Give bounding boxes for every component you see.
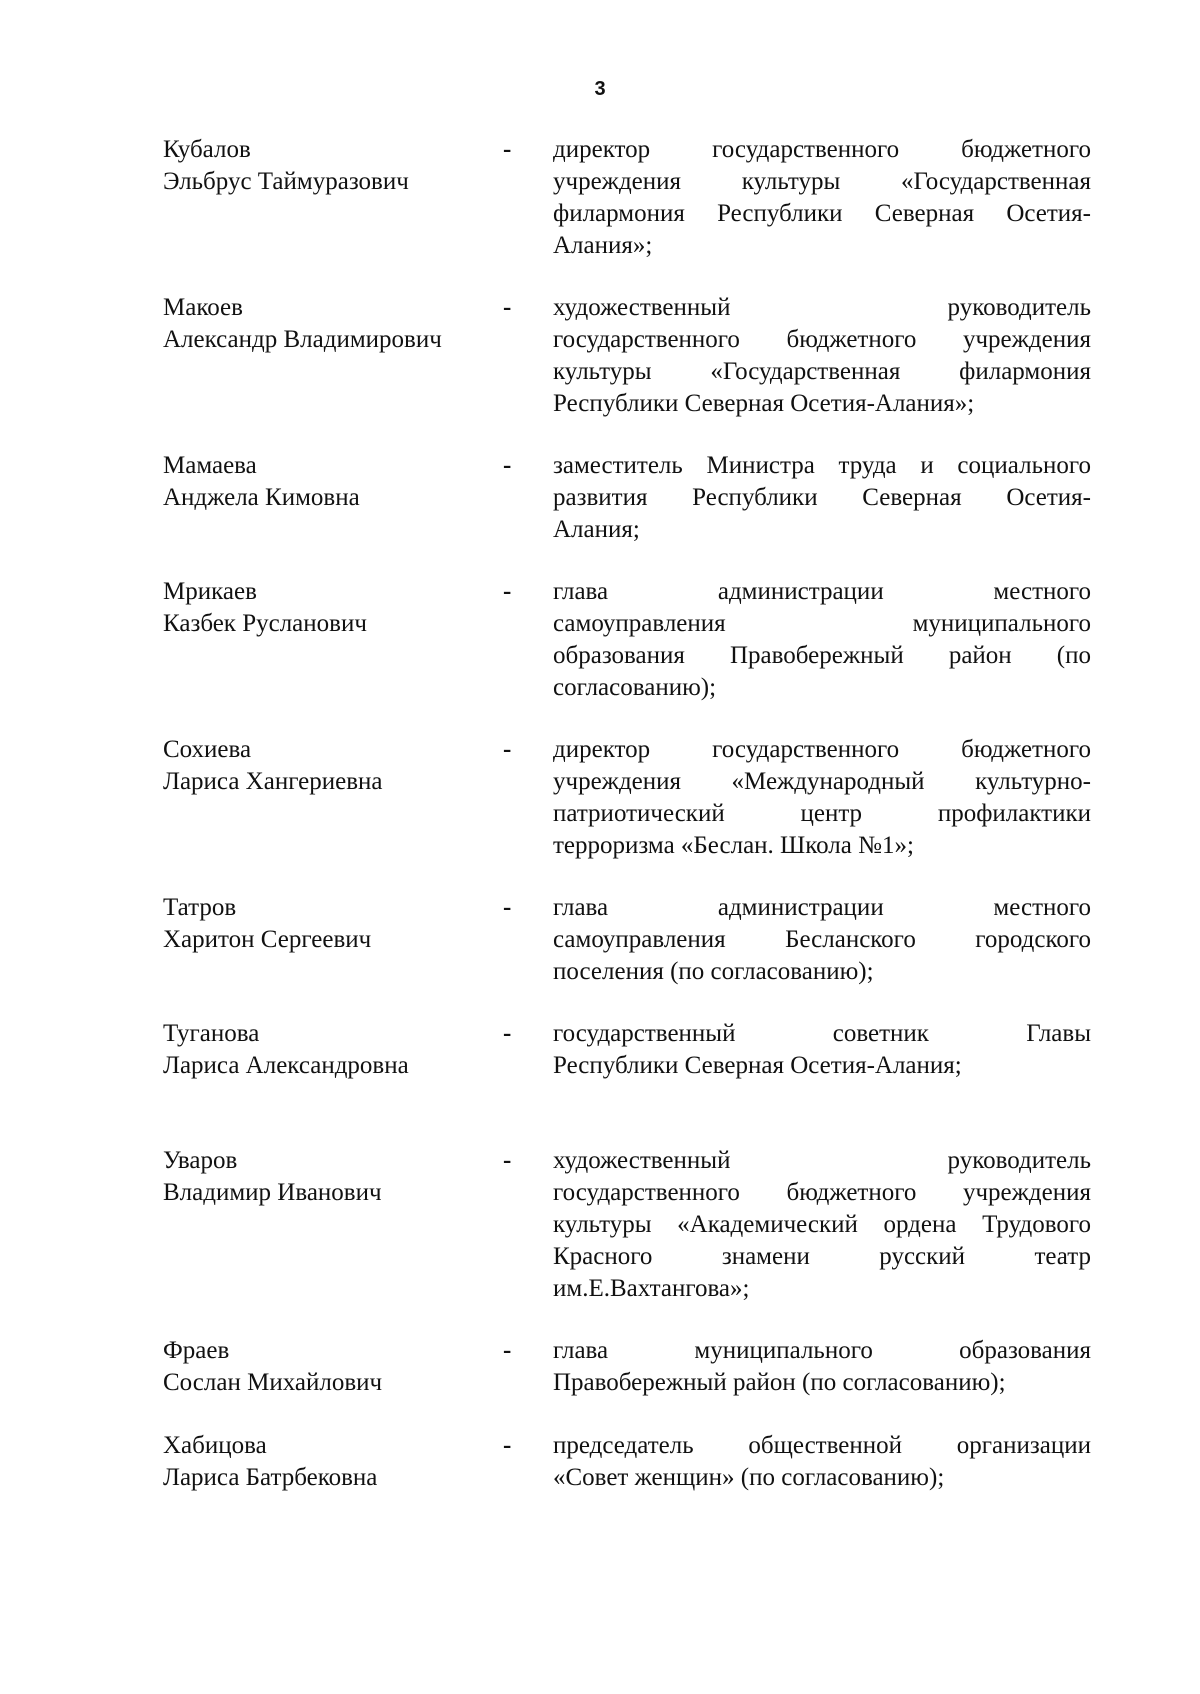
member-surname: Мрикаев: [163, 578, 257, 605]
position-line: им.Е.Вахтангова»;: [553, 1275, 750, 1302]
position-line: поселения (по согласованию);: [553, 958, 874, 985]
separator-dash: -: [503, 894, 512, 921]
member-name: [163, 1335, 503, 1399]
member-position: [553, 734, 1091, 862]
member-position: [553, 1018, 1091, 1082]
member-given-names: Харитон Сергеевич: [163, 926, 372, 953]
separator-dash: -: [503, 294, 512, 321]
member-given-names: Владимир Иванович: [163, 1179, 382, 1206]
member-given-names: Сослан Михайлович: [163, 1369, 383, 1396]
member-name: [163, 1430, 503, 1494]
position-line: учреждения «Международный культурно-: [553, 768, 1091, 795]
member-surname: Кубалов: [163, 136, 251, 163]
member-surname: Фраев: [163, 1337, 230, 1364]
member-name: [163, 134, 503, 198]
member-name: [163, 1145, 503, 1209]
member-position: [553, 892, 1091, 988]
member-position: [553, 1335, 1091, 1399]
member-given-names: Казбек Русланович: [163, 610, 367, 637]
member-given-names: Лариса Александровна: [163, 1052, 409, 1079]
position-line: Республики Северная Осетия-Алания;: [553, 1052, 962, 1079]
member-surname: Туганова: [163, 1020, 260, 1047]
member-given-names: Лариса Хангериевна: [163, 768, 383, 795]
position-line: художественный руководитель: [553, 294, 1091, 321]
separator-dash: -: [503, 1020, 512, 1047]
member-name: [163, 292, 503, 356]
member-surname: Уваров: [163, 1147, 238, 1174]
member-surname: Сохиева: [163, 736, 252, 763]
position-line: развития Республики Северная Осетия-: [553, 484, 1091, 511]
position-line: учреждения культуры «Государственная: [553, 168, 1091, 195]
position-line: председатель общественной организации: [553, 1432, 1091, 1459]
member-surname: Мамаева: [163, 452, 257, 479]
position-line: образования Правобережный район (по: [553, 642, 1091, 669]
member-given-names: Александр Владимирович: [163, 326, 442, 353]
separator-dash: -: [503, 736, 512, 763]
member-position: [553, 576, 1091, 704]
member-position: [553, 134, 1091, 262]
position-line: государственного бюджетного учреждения: [553, 326, 1091, 353]
member-name: [163, 892, 503, 956]
position-line: директор государственного бюджетного: [553, 136, 1091, 163]
member-position: [553, 1430, 1091, 1494]
member-surname: Макоев: [163, 294, 243, 321]
member-given-names: Лариса Батрбековна: [163, 1464, 378, 1491]
member-position: [553, 1145, 1091, 1305]
position-line: самоуправления муниципального: [553, 610, 1091, 637]
position-line: глава администрации местного: [553, 894, 1091, 921]
position-line: патриотический центр профилактики: [553, 800, 1091, 827]
member-given-names: Эльбрус Таймуразович: [163, 168, 409, 195]
member-position: [553, 450, 1091, 546]
position-line: директор государственного бюджетного: [553, 736, 1091, 763]
position-line: Республики Северная Осетия-Алания»;: [553, 390, 975, 417]
member-name: [163, 450, 503, 514]
position-line: культуры «Государственная филармония: [553, 358, 1091, 385]
position-line: самоуправления Бесланского городского: [553, 926, 1091, 953]
separator-dash: -: [503, 578, 512, 605]
position-line: филармония Республики Северная Осетия-: [553, 200, 1091, 227]
position-line: Алания»;: [553, 232, 653, 259]
separator-dash: -: [503, 136, 512, 163]
member-name: [163, 734, 503, 798]
member-name: [163, 576, 503, 640]
position-line: Красного знамени русский театр: [553, 1243, 1091, 1270]
separator-dash: -: [503, 1432, 512, 1459]
position-line: художественный руководитель: [553, 1147, 1091, 1174]
separator-dash: -: [503, 1147, 512, 1174]
position-line: культуры «Академический ордена Трудового: [553, 1211, 1091, 1238]
position-line: глава муниципального образования: [553, 1337, 1091, 1364]
member-given-names: Анджела Кимовна: [163, 484, 360, 511]
member-name: [163, 1018, 503, 1082]
position-line: государственного бюджетного учреждения: [553, 1179, 1091, 1206]
member-surname: Татров: [163, 894, 237, 921]
position-line: терроризма «Беслан. Школа №1»;: [553, 832, 914, 859]
member-surname: Хабицова: [163, 1432, 267, 1459]
member-position: [553, 292, 1091, 420]
position-line: Правобережный район (по согласованию);: [553, 1369, 1006, 1396]
separator-dash: -: [503, 1337, 512, 1364]
position-line: «Совет женщин» (по согласованию);: [553, 1464, 945, 1491]
position-line: согласованию);: [553, 674, 717, 701]
position-line: Алания;: [553, 516, 640, 543]
separator-dash: -: [503, 452, 512, 479]
position-line: государственный советник Главы: [553, 1020, 1091, 1047]
page-number: 3: [594, 78, 606, 100]
position-line: заместитель Министра труда и социального: [553, 452, 1091, 479]
position-line: глава администрации местного: [553, 578, 1091, 605]
